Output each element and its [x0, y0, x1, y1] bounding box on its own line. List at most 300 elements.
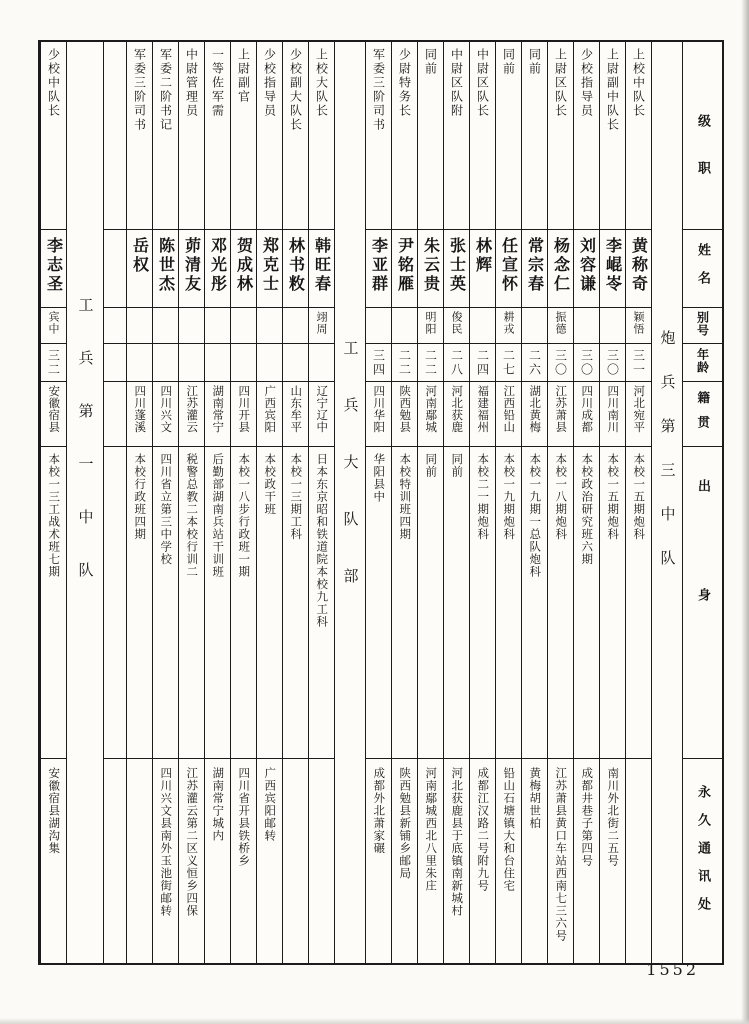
person-column-7: [495, 42, 521, 963]
cell-native-text: 四川兴文: [159, 385, 174, 433]
cell-native-text: 四川成都: [580, 385, 595, 433]
cell-native: [231, 381, 256, 446]
cell-rank-text: 上校大队长: [314, 48, 329, 118]
cell-native: [104, 381, 126, 446]
cell-native-text: 四川开县: [237, 385, 252, 433]
row-label-native: [683, 381, 722, 446]
cell-native-text: 湖南常宁: [211, 385, 226, 433]
cell-age-text: 二二: [423, 349, 438, 377]
cell-age: [418, 343, 443, 381]
cell-education-text: 本校一九期一总队炮科: [528, 453, 543, 578]
cell-name: [496, 229, 521, 307]
person-column-16: [256, 42, 282, 963]
cell-alias: [522, 307, 547, 343]
cell-name: [179, 229, 204, 307]
row-label-education-text: 出身: [695, 479, 710, 697]
cell-name-text: 黄称奇: [629, 237, 649, 294]
cell-address-text: 四川兴文县南外玉池街邮转: [159, 767, 174, 917]
cell-alias: [205, 307, 230, 343]
cell-education: [127, 446, 152, 758]
cell-name-text: 朱云贵: [421, 237, 441, 294]
cell-age: [574, 343, 599, 381]
cell-age: [205, 343, 230, 381]
person-column-3: [599, 42, 625, 963]
cell-address: [392, 758, 417, 963]
row-label-name-text: 姓名: [695, 243, 710, 299]
cell-education: [104, 446, 126, 758]
cell-address-text: 四川省开县铁桥乡: [237, 767, 252, 867]
row-label-rank: [683, 42, 722, 229]
cell-age-text: 三〇: [553, 349, 568, 377]
cell-alias: [626, 307, 651, 343]
cell-age: [366, 343, 391, 381]
cell-address: [548, 758, 573, 963]
section-title-text: 炮兵第三中队: [658, 330, 677, 594]
cell-rank: [283, 42, 308, 229]
cell-alias: [179, 307, 204, 343]
cell-name: [366, 229, 391, 307]
cell-name-text: 陈世杰: [156, 237, 176, 294]
cell-name: [257, 229, 282, 307]
cell-native-text: 福建福州: [476, 385, 491, 433]
cell-rank-text: 上尉区队长: [553, 48, 568, 118]
cell-education: [444, 446, 469, 758]
cell-rank: [257, 42, 282, 229]
scan-bottom-shadow: [0, 1018, 749, 1024]
cell-native-text: 四川华阳: [372, 385, 387, 433]
cell-alias: [444, 307, 469, 343]
cell-alias: [231, 307, 256, 343]
cell-education-text: 本校一五期炮科: [632, 453, 647, 541]
cell-name: [548, 229, 573, 307]
cell-address-text: 河南鄢城西北八里朱庄: [424, 767, 439, 892]
cell-address: [257, 758, 282, 963]
cell-rank: [470, 42, 495, 229]
cell-name-text: 韩旺春: [312, 237, 332, 294]
cell-native: [257, 381, 282, 446]
cell-alias: [127, 307, 152, 343]
cell-name: [600, 229, 625, 307]
cell-name-text: 茆清友: [182, 237, 202, 294]
cell-rank: [392, 42, 417, 229]
cell-education: [600, 446, 625, 758]
person-column-4: [573, 42, 599, 963]
cell-native: [179, 381, 204, 446]
cell-name-text: 林书敉: [286, 237, 306, 294]
cell-address: [41, 758, 66, 963]
cell-rank: [104, 42, 126, 229]
cell-native-text: 陕西勉县: [398, 385, 413, 433]
cell-name-text: 李亚群: [369, 237, 389, 294]
person-column-6: [521, 42, 547, 963]
person-column-9: [443, 42, 469, 963]
cell-rank-text: 少校指导员: [579, 48, 594, 118]
cell-rank: [600, 42, 625, 229]
cell-address: [574, 758, 599, 963]
row-label-address: [683, 758, 722, 963]
cell-education-text: 本校政治研究班六期: [580, 453, 595, 566]
cell-native: [366, 381, 391, 446]
cell-education-text: 日本东京昭和铁道院本校九工科: [315, 453, 330, 628]
cell-address: [496, 758, 521, 963]
cell-name-text: 刘容谦: [577, 237, 597, 294]
cell-rank-text: 一等佐军需: [210, 48, 225, 118]
cell-name: [444, 229, 469, 307]
cell-native: [496, 381, 521, 446]
cell-alias: [366, 307, 391, 343]
cell-rank-text: 军委二阶书记: [158, 48, 173, 132]
cell-native: [470, 381, 495, 446]
section-column-engineer-1st-company: [66, 42, 103, 963]
cell-name: [626, 229, 651, 307]
cell-native-text: 辽宁辽中: [315, 385, 330, 433]
cell-native: [153, 381, 178, 446]
cell-alias-text: 颖悟: [632, 311, 645, 335]
cell-address-text: 成都外北萧家碾: [372, 767, 387, 855]
cell-address-text: 黄梅胡世柏: [528, 767, 543, 830]
cell-age: [444, 343, 469, 381]
cell-rank-text: 少校中队长: [46, 48, 61, 118]
person-column-17: [230, 42, 256, 963]
person-column-8: [469, 42, 495, 963]
cell-native: [309, 381, 334, 446]
cell-alias: [418, 307, 443, 343]
cell-name: [418, 229, 443, 307]
cell-rank: [444, 42, 469, 229]
cell-address-text: 成都井巷子第四号: [580, 767, 595, 867]
cell-address: [444, 758, 469, 963]
cell-native-text: 四川蓬溪: [133, 385, 148, 433]
cell-alias: [283, 307, 308, 343]
cell-name: [470, 229, 495, 307]
cell-alias: [104, 307, 126, 343]
cell-native: [392, 381, 417, 446]
cell-address: [470, 758, 495, 963]
cell-education: [418, 446, 443, 758]
cell-education: [41, 446, 66, 758]
cell-alias: [470, 307, 495, 343]
person-column-15: [282, 42, 308, 963]
cell-address: [366, 758, 391, 963]
cell-age: [104, 343, 126, 381]
cell-name-text: 任宣怀: [499, 237, 519, 294]
cell-education-text: 本校一八步行政班一期: [237, 453, 252, 578]
row-label-alias: [683, 307, 722, 343]
cell-age: [496, 343, 521, 381]
cell-education: [522, 446, 547, 758]
cell-address-text: 铅山石塘镇大和台住宅: [502, 767, 517, 892]
cell-rank: [574, 42, 599, 229]
cell-alias-text: 宾中: [47, 311, 60, 335]
cell-age-text: 三四: [371, 349, 386, 377]
cell-rank: [418, 42, 443, 229]
cell-education-text: 本校一八期炮科: [554, 453, 569, 541]
cell-rank-text: 上尉副中队长: [605, 48, 620, 132]
row-label-name: [683, 229, 722, 307]
cell-address-text: 成都江汉路二号附九号: [476, 767, 491, 892]
person-column-5: [547, 42, 573, 963]
cell-address: [626, 758, 651, 963]
cell-education-text: 后勤部湖南兵站干训班: [211, 453, 226, 578]
cell-education: [470, 446, 495, 758]
cell-address-text: 陕西勉县新铺乡邮局: [398, 767, 413, 880]
cell-address: [179, 758, 204, 963]
cell-rank-text: 中尉管理员: [184, 48, 199, 118]
person-column-18: [204, 42, 230, 963]
cell-address: [153, 758, 178, 963]
cell-education-text: 本校一三期工科: [289, 453, 304, 541]
cell-address-text: 河北获鹿县于底镇南新城村: [450, 767, 465, 917]
person-column-11: [391, 42, 417, 963]
cell-alias-text: 翊周: [315, 311, 328, 335]
cell-rank: [626, 42, 651, 229]
cell-education: [392, 446, 417, 758]
cell-name: [41, 229, 66, 307]
cell-name: [392, 229, 417, 307]
cell-rank: [153, 42, 178, 229]
person-column-21: [126, 42, 152, 963]
cell-age: [470, 343, 495, 381]
cell-education-text: 本校一三工战术班七期: [47, 453, 62, 578]
person-column-19: [178, 42, 204, 963]
cell-rank-text: 军委三阶司书: [371, 48, 386, 132]
cell-age: [41, 343, 66, 381]
cell-name-text: 岳权: [130, 237, 150, 275]
cell-education-text: 同前: [424, 453, 439, 478]
person-column-2: [625, 42, 651, 963]
section-title-engineer-battalion-hq: [335, 42, 365, 963]
scan-edge-shadow: [741, 0, 749, 1024]
cell-rank: [522, 42, 547, 229]
cell-rank-text: 上校中队长: [631, 48, 646, 118]
cell-age: [231, 343, 256, 381]
section-title-text: 工兵大队部: [341, 340, 360, 625]
cell-education-text: 本校二一期炮科: [476, 453, 491, 541]
cell-age-text: 二二: [397, 349, 412, 377]
cell-name: [574, 229, 599, 307]
cell-alias-text: 振德: [554, 311, 567, 335]
cell-education-text: 本校特训班四期: [398, 453, 413, 541]
cell-education: [574, 446, 599, 758]
cell-name: [205, 229, 230, 307]
cell-native-text: 河北宛平: [632, 385, 647, 433]
cell-education-text: 本校一五期炮科: [606, 453, 621, 541]
cell-education: [496, 446, 521, 758]
cell-address: [309, 758, 334, 963]
cell-name-text: 林辉: [473, 237, 493, 275]
cell-alias: [574, 307, 599, 343]
cell-name: [153, 229, 178, 307]
cell-native: [574, 381, 599, 446]
person-column-20: [152, 42, 178, 963]
section-title-text: 工兵第一中队: [76, 297, 95, 615]
cell-age-text: 二八: [449, 349, 464, 377]
cell-native: [626, 381, 651, 446]
cell-address-text: 广西宾阳邮转: [263, 767, 278, 842]
cell-native-text: 湖北黄梅: [528, 385, 543, 433]
row-label-column: [682, 42, 722, 963]
cell-name: [231, 229, 256, 307]
cell-native: [418, 381, 443, 446]
cell-native-text: 广西宾阳: [263, 385, 278, 433]
cell-address: [104, 758, 126, 963]
cell-alias: [153, 307, 178, 343]
section-title-artillery-3rd-company: [652, 42, 682, 963]
cell-address: [522, 758, 547, 963]
cell-name-text: 杨念仁: [551, 237, 571, 294]
row-label-alias-text: 别号: [695, 311, 710, 337]
cell-native: [127, 381, 152, 446]
empty-column: [103, 42, 126, 963]
row-label-rank-text: 级职: [695, 114, 710, 208]
cell-education: [548, 446, 573, 758]
cell-native-text: 河北获鹿: [450, 385, 465, 433]
cell-age-text: 二七: [501, 349, 516, 377]
cell-rank: [127, 42, 152, 229]
cell-name: [283, 229, 308, 307]
cell-rank: [309, 42, 334, 229]
person-column-14: [308, 42, 334, 963]
cell-native-text: 河南鄢城: [424, 385, 439, 433]
cell-alias: [309, 307, 334, 343]
cell-name: [104, 229, 126, 307]
cell-native-text: 江西铅山: [502, 385, 517, 433]
cell-age: [548, 343, 573, 381]
cell-address: [283, 758, 308, 963]
cell-native: [444, 381, 469, 446]
cell-name: [309, 229, 334, 307]
cell-alias: [392, 307, 417, 343]
cell-name-text: 贺成林: [234, 237, 254, 294]
cell-native-text: 山东牟平: [289, 385, 304, 433]
cell-education: [231, 446, 256, 758]
cell-alias: [548, 307, 573, 343]
section-column-artillery-3rd-company: [651, 42, 682, 963]
cell-education-text: 四川省立第三中学校: [159, 453, 174, 566]
section-column-engineer-battalion-hq: [334, 42, 365, 963]
cell-native: [548, 381, 573, 446]
row-label-address-text: 永久通讯处: [695, 785, 710, 925]
person-column-10: [417, 42, 443, 963]
cell-alias: [496, 307, 521, 343]
cell-address-text: 湖南常宁城内: [211, 767, 226, 842]
cell-native: [600, 381, 625, 446]
cell-address-text: 江苏灌云第二区义恒乡四保: [185, 767, 200, 917]
cell-rank: [205, 42, 230, 229]
cell-alias: [41, 307, 66, 343]
cell-native: [41, 381, 66, 446]
row-label-age-text: 年龄: [695, 348, 710, 374]
cell-rank-text: 中尉区队长: [475, 48, 490, 118]
cell-native-text: 江苏灌云: [185, 385, 200, 433]
cell-native: [522, 381, 547, 446]
section-title-engineer-1st-company: [67, 42, 103, 963]
cell-education-text: 本校政干班: [263, 453, 278, 516]
cell-address: [418, 758, 443, 963]
cell-age: [257, 343, 282, 381]
cell-education-text: 华阳县中: [372, 453, 387, 503]
cell-education: [309, 446, 334, 758]
cell-age: [626, 343, 651, 381]
cell-age: [127, 343, 152, 381]
cell-age-text: 二六: [527, 349, 542, 377]
cell-name-text: 常宗春: [525, 237, 545, 294]
cell-address: [231, 758, 256, 963]
cell-alias-text: 耕戎: [502, 311, 515, 335]
cell-name-text: 李崐岺: [603, 237, 623, 294]
cell-age: [309, 343, 334, 381]
cell-rank-text: 军委三阶司书: [132, 48, 147, 132]
cell-age: [392, 343, 417, 381]
cell-education: [205, 446, 230, 758]
cell-education: [257, 446, 282, 758]
cell-age: [600, 343, 625, 381]
cell-alias: [600, 307, 625, 343]
cell-age: [153, 343, 178, 381]
cell-age-text: 二四: [475, 349, 490, 377]
cell-age-text: 三二: [46, 349, 61, 377]
cell-education: [153, 446, 178, 758]
cell-address-text: 江苏萧县黄口车站西南七三六号: [554, 767, 569, 942]
cell-address-text: 南川外北街二五号: [606, 767, 621, 867]
cell-rank-text: 同前: [423, 48, 438, 76]
cell-education-text: 税警总教二本校行训二: [185, 453, 200, 578]
cell-age-text: 三〇: [579, 349, 594, 377]
person-column-24: [40, 42, 66, 963]
cell-education: [179, 446, 204, 758]
cell-rank: [496, 42, 521, 229]
cell-rank: [41, 42, 66, 229]
cell-native: [205, 381, 230, 446]
cell-rank-text: 同前: [527, 48, 542, 76]
cell-name: [522, 229, 547, 307]
cell-name: [127, 229, 152, 307]
cell-education: [283, 446, 308, 758]
cell-rank: [179, 42, 204, 229]
cell-rank: [231, 42, 256, 229]
cell-native: [283, 381, 308, 446]
cell-rank: [548, 42, 573, 229]
cell-rank: [366, 42, 391, 229]
cell-rank-text: 少尉特务长: [397, 48, 412, 118]
cell-education: [366, 446, 391, 758]
person-column-12: [365, 42, 391, 963]
cell-age: [283, 343, 308, 381]
cell-education-text: 同前: [450, 453, 465, 478]
personnel-roster-table: [38, 40, 724, 965]
cell-age-text: 三〇: [605, 349, 620, 377]
cell-address-text: 安徽宿县湖沟集: [47, 767, 62, 855]
cell-name-text: 尹铭雁: [395, 237, 415, 294]
row-label-age: [683, 343, 722, 381]
cell-age-text: 三一: [631, 349, 646, 377]
cell-rank-text: 少校指导员: [262, 48, 277, 118]
cell-age: [522, 343, 547, 381]
cell-address: [205, 758, 230, 963]
cell-rank-text: 少校副大队长: [288, 48, 303, 132]
cell-address: [600, 758, 625, 963]
cell-alias-text: 明阳: [424, 311, 437, 335]
cell-native-text: 安徽宿县: [47, 385, 62, 433]
cell-name-text: 李志圣: [44, 237, 64, 294]
row-label-native-text: 籍贯: [695, 391, 711, 440]
cell-name-text: 郑克士: [260, 237, 280, 294]
page-number: 1552: [646, 960, 699, 979]
cell-native-text: 四川南川: [606, 385, 621, 433]
cell-alias-text: 俊民: [450, 311, 463, 335]
cell-education-text: 本校行政班四期: [133, 453, 148, 541]
cell-education: [626, 446, 651, 758]
